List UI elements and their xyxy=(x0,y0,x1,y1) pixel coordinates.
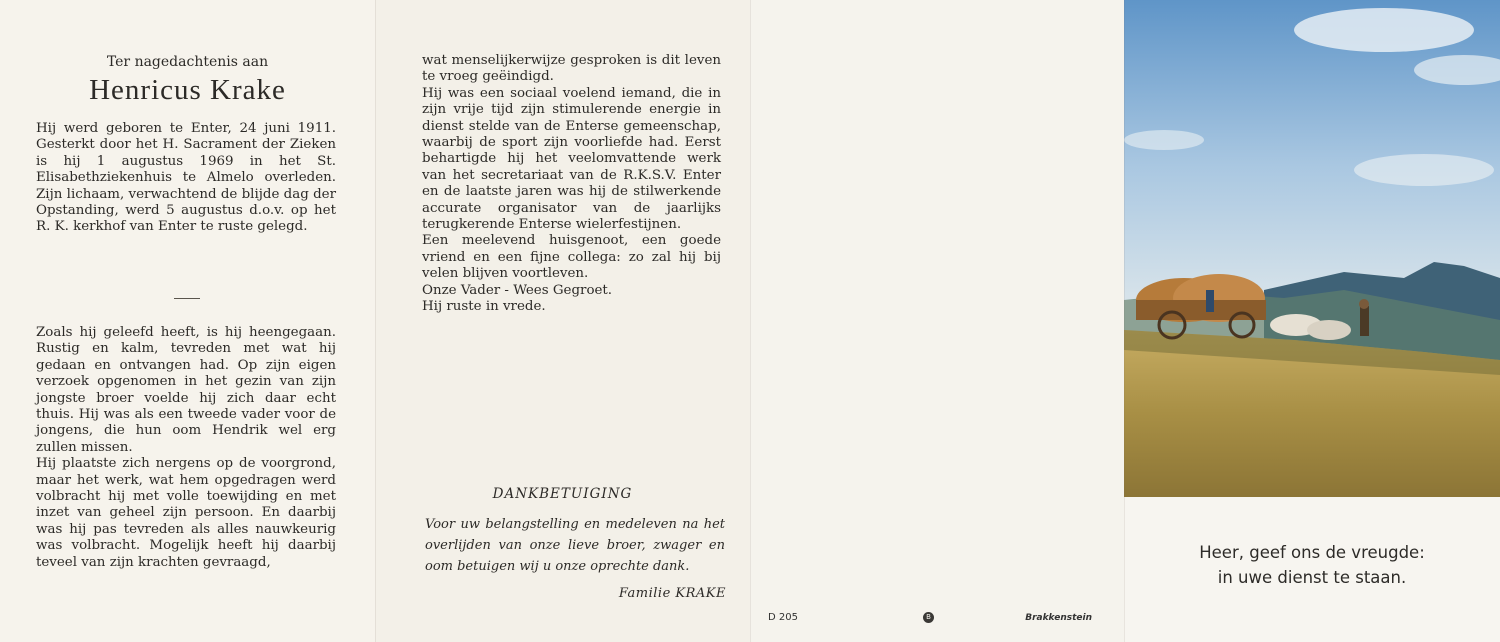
fold-line xyxy=(750,0,751,642)
tribute-block xyxy=(36,325,336,571)
memorial-panel-middle xyxy=(375,0,750,642)
tribute-paragraph-1: Zoals hij geleefd heeft, is hij heengegaan. Rustig en kalm, tevreden met wat hij gedaan en ontvangen had. Op zijn eigen verzoek opgenomen in het gezin van zijn jongste broer voelde hij zich daar echt thuis. Hij was als een tweede vader voor de jongens, die hun oom Hendrik wel erg zullen missen. xyxy=(36,325,336,455)
tribute-remembrance-text: Een meelevend huisgenoot, een goede vriend en een fijne collega: zo zal hij bij velen blijven voortleven. xyxy=(422,233,721,282)
ox xyxy=(1307,320,1351,340)
rest-in-peace: Hij ruste in vrede. xyxy=(422,299,546,315)
thanks-message xyxy=(425,514,725,577)
memorial-intro: Ter nagedachtenis aan xyxy=(106,54,269,70)
cloud xyxy=(1354,154,1494,186)
hay-cart xyxy=(1136,300,1266,320)
prayer-verse-line-2: in uwe dienst te staan. xyxy=(1217,568,1407,587)
biography-text: Hij werd geboren te Enter, 24 juni 1911. Gesterkt door het H. Sacrament der Zieken is hij 1 augustus 1969 in het St. Elisabethziekenhuis te Almelo overleden. Zijn lichaam, verwachtend de blijde dag der Opstanding, werd 5 augustus d.o.v. op het R. K. kerkhof van Enter te ruste gelegd. xyxy=(36,121,336,235)
cloud xyxy=(1124,130,1204,150)
publisher-name: Brakkenstein xyxy=(1025,613,1092,623)
biography-block xyxy=(36,121,336,236)
tribute-continued xyxy=(422,53,721,316)
memorial-panel-blank xyxy=(750,0,1124,642)
print-code: D 205 xyxy=(768,612,798,623)
deceased-name: Henricus Krake xyxy=(89,74,286,106)
publisher-logo: B xyxy=(923,612,934,623)
prayer-verse xyxy=(1124,540,1500,590)
cloud xyxy=(1294,8,1474,52)
memorial-panel-left xyxy=(0,0,375,642)
farmer-head xyxy=(1359,299,1369,309)
memorial-panel-right xyxy=(1124,0,1500,642)
farmer-on-cart xyxy=(1206,290,1214,312)
fold-line xyxy=(1124,0,1125,642)
prayer-line: Onze Vader - Wees Gegroet. xyxy=(422,282,613,298)
thanks-title: DANKBETUIGING xyxy=(492,486,633,502)
tribute-social-text: Hij was een sociaal voelend iemand, die in zijn vrije tijd zijn stimulerende energie in dienst stelde van de Enterse gemeenschap, waarbij de sport zijn voorliefde had. Eerst behartigde hij het veelomvattende werk van het secretariaat van de R.K.S.V. Enter en de laatste jaren was hij de stilwerkende accurate organisator van de jaarlijks terugkerende Enterse wielerfestijnen. xyxy=(422,85,721,233)
tribute-paragraph-2: Hij plaatste zich nergens op de voorgrond, maar het werk, wat hem opgedragen werd volbracht hij met volle toewijding en met inzet van geheel zijn persoon. En daarbij was hij pas tevreden als alles nauwkeurig was volbracht. Mogelijk heeft hij daarbij teveel van zijn krachten gevraagd, xyxy=(36,456,336,570)
harvest-photo xyxy=(1124,0,1500,497)
thanks-message-text: Voor uw belangstelling en medeleven na het overlijden van onze lieve broer, zwager en oom betuigen wij u onze oprechte dank. xyxy=(425,517,725,574)
fold-line xyxy=(375,0,376,642)
family-signature: Familie KRAKE xyxy=(618,586,726,601)
farmer xyxy=(1360,306,1369,336)
tribute-continued-text: wat menselijkerwijze gesproken is dit leven te vroeg geëindigd. xyxy=(422,53,721,85)
section-divider xyxy=(174,298,200,299)
prayer-verse-line-1: Heer, geef ons de vreugde: xyxy=(1199,543,1425,562)
